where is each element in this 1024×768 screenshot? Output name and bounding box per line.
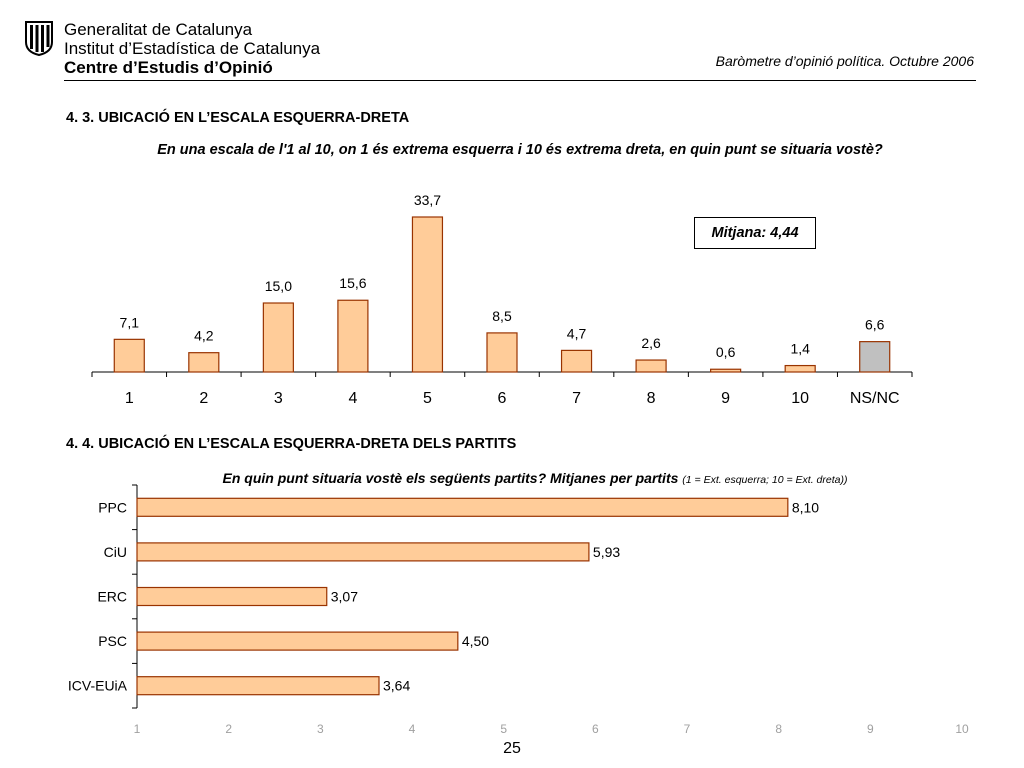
data-label: 2,6	[641, 335, 661, 352]
x-tick-label: 1	[133, 722, 141, 736]
bar	[137, 498, 788, 516]
bar	[137, 588, 327, 606]
x-tick-label: 10	[955, 722, 969, 736]
data-label: 3,07	[330, 588, 358, 605]
section-1-question: En una escala de l'1 al 10, on 1 és extrema esquerra i 10 és extrema dreta, en quin punt se situaria vostè?	[157, 142, 883, 158]
x-tick-label: 9	[866, 722, 874, 736]
bar	[137, 677, 379, 695]
data-label: 4,50	[461, 633, 490, 650]
x-tick-label: 10	[791, 390, 810, 407]
x-tick-label: 5	[423, 390, 432, 407]
report-title: Baròmetre d’opinió política. Octubre 2006	[715, 53, 974, 69]
page-number: 25	[503, 740, 521, 757]
x-tick-label: 4	[348, 390, 358, 407]
data-label: 8,10	[791, 499, 820, 516]
data-label: 8,5	[492, 307, 512, 324]
y-tick-label: ERC	[97, 588, 127, 605]
data-label: 4,7	[566, 325, 587, 342]
data-label: 5,93	[592, 543, 621, 560]
x-tick-label: 3	[316, 722, 324, 736]
data-label: 4,2	[194, 327, 214, 344]
scale-note: (1 = Ext. esquerra; 10 = Ext. dreta))	[682, 474, 848, 486]
x-tick-label: 5	[500, 722, 508, 736]
org-line-2: Institut d’Estadística de Catalunya	[64, 39, 321, 58]
x-tick-label: NS/NC	[849, 390, 900, 407]
data-label: 33,7	[413, 192, 442, 208]
bar	[137, 543, 589, 561]
x-tick-label: 1	[124, 390, 134, 407]
y-tick-label: PPC	[98, 499, 127, 516]
data-label: 6,6	[864, 316, 885, 333]
x-tick-label: 8	[775, 722, 783, 736]
x-tick-label: 8	[646, 390, 656, 407]
y-tick-label: CiU	[103, 543, 127, 560]
data-label: 7,1	[119, 314, 140, 331]
x-tick-label: 3	[273, 390, 283, 407]
data-label: 15,0	[264, 278, 292, 295]
data-label: 0,6	[715, 344, 736, 361]
org-line-1: Generalitat de Catalunya	[64, 20, 253, 39]
x-tick-label: 9	[721, 390, 731, 407]
y-tick-label: PSC	[98, 633, 127, 650]
x-tick-label: 7	[572, 390, 581, 407]
mean-box: Mitjana: 4,44	[694, 217, 816, 249]
x-tick-label: 7	[683, 722, 691, 736]
x-tick-label: 4	[408, 722, 416, 736]
y-tick-label: ICV-EUiA	[67, 677, 127, 694]
x-tick-label: 2	[199, 390, 209, 407]
x-tick-label: 6	[591, 722, 599, 736]
bar	[137, 632, 458, 650]
data-label: 3,64	[383, 677, 411, 694]
section-1-title: 4. 3. UBICACIÓ EN L’ESCALA ESQUERRA-DRETA	[66, 110, 410, 126]
section-2-question-text: En quin punt situaria vostè els següents partits? Mitjanes per partits	[222, 470, 679, 486]
data-label: 15,6	[339, 275, 367, 292]
section-2-title: 4. 4. UBICACIÓ EN L’ESCALA ESQUERRA-DRETA DELS PARTITS	[66, 436, 517, 452]
x-tick-label: 2	[225, 722, 233, 736]
data-label: 1,4	[790, 340, 810, 357]
x-tick-label: 6	[497, 390, 507, 407]
org-line-3: Centre d’Estudis d’Opinió	[64, 58, 273, 77]
